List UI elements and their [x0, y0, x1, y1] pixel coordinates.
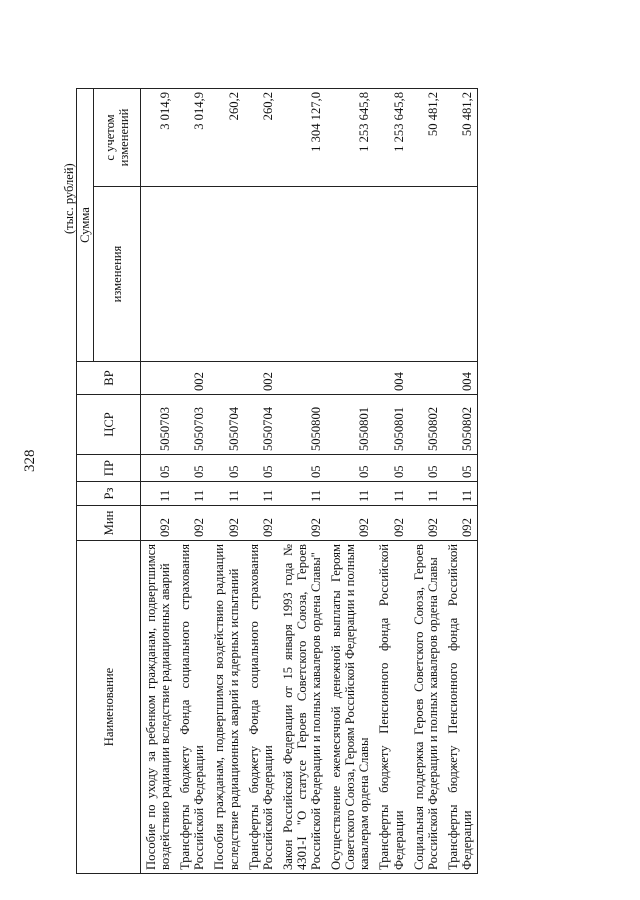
row-total: 1 253 645,8: [326, 89, 374, 187]
table-row: [326, 89, 374, 874]
table-row: [278, 89, 326, 874]
row-name: Пособия гражданам, подвергшимся воздействию радиации вследствие радиационных аварий и ядерных испытаний: [209, 541, 243, 874]
row-vr: 002: [244, 362, 278, 395]
row-csr: 5050801: [374, 395, 408, 455]
row-total: 260,2: [209, 89, 243, 187]
row-vr: 004: [443, 362, 478, 395]
row-changes: [141, 187, 176, 362]
row-csr: 5050802: [443, 395, 478, 455]
header-with-changes: с учетом изменений: [94, 89, 141, 187]
header-csr: ЦСР: [77, 395, 141, 455]
header-sum: Сумма: [77, 89, 94, 362]
row-csr: 5050801: [326, 395, 374, 455]
row-name: Социальная поддержка Героев Советского Союза, Героев Российской Федерации и полных кавалеров ордена Славы: [409, 541, 443, 874]
row-rz: 11: [209, 482, 243, 506]
row-changes: [374, 187, 408, 362]
page-number: 328: [22, 449, 38, 472]
row-name: Пособие по уходу за ребенком гражданам, подвергшимся воздействию радиации вследствие радиационных аварий: [141, 541, 176, 874]
row-changes: [409, 187, 443, 362]
header-changes: изменения: [94, 187, 141, 362]
row-rz: 11: [409, 482, 443, 506]
row-min: 092: [278, 506, 326, 541]
row-csr: 5050704: [244, 395, 278, 455]
table-row: [209, 89, 243, 874]
row-name: Трансферты бюджету Пенсионного фонда Российской Федерации: [443, 541, 478, 874]
row-min: 092: [244, 506, 278, 541]
row-total: 3 014,9: [175, 89, 209, 187]
row-pr: 05: [141, 455, 176, 482]
header-rz: Рз: [77, 482, 141, 506]
row-total: 50 481,2: [409, 89, 443, 187]
row-changes: [209, 187, 243, 362]
row-changes: [175, 187, 209, 362]
row-vr: [409, 362, 443, 395]
row-name: Осуществление ежемесячной денежной выплаты Героям Советского Союза, Героям Российской Федерации и полным кавалерам ордена Славы: [326, 541, 374, 874]
header-pr: ПР: [77, 455, 141, 482]
table-row: [443, 89, 478, 874]
table-row: [374, 89, 408, 874]
header-vr: ВР: [77, 362, 141, 395]
row-min: 092: [209, 506, 243, 541]
row-pr: 05: [209, 455, 243, 482]
budget-table: [76, 88, 478, 874]
row-changes: [278, 187, 326, 362]
row-vr: [326, 362, 374, 395]
units-label: (тыс. рублей): [62, 163, 76, 234]
row-min: 092: [374, 506, 408, 541]
row-pr: 05: [374, 455, 408, 482]
row-min: 092: [443, 506, 478, 541]
row-pr: 05: [244, 455, 278, 482]
row-pr: 05: [278, 455, 326, 482]
row-csr: 5050802: [409, 395, 443, 455]
row-pr: 05: [175, 455, 209, 482]
row-pr: 05: [326, 455, 374, 482]
row-min: 092: [141, 506, 176, 541]
row-min: 092: [175, 506, 209, 541]
row-rz: 11: [278, 482, 326, 506]
row-total: 1 304 127,0: [278, 89, 326, 187]
row-total: 260,2: [244, 89, 278, 187]
header-min: Мин: [77, 506, 141, 541]
row-pr: 05: [443, 455, 478, 482]
row-vr: [278, 362, 326, 395]
header-name: Наименование: [77, 541, 141, 874]
row-csr: 5050703: [141, 395, 176, 455]
row-total: 3 014,9: [141, 89, 176, 187]
row-changes: [326, 187, 374, 362]
row-csr: 5050704: [209, 395, 243, 455]
row-name: Закон Российской Федерации от 15 января 1993 года № 4301-I "О статусе Героев Советского Союза, Героев Российской Федерации и полных кавалеров ордена Славы": [278, 541, 326, 874]
row-vr: 004: [374, 362, 408, 395]
row-vr: [141, 362, 176, 395]
row-name: Трансферты бюджету Фонда социального страхования Российской Федерации: [244, 541, 278, 874]
row-name: Трансферты бюджету Фонда социального страхования Российской Федерации: [175, 541, 209, 874]
row-total: 50 481,2: [443, 89, 478, 187]
row-csr: 5050703: [175, 395, 209, 455]
row-csr: 5050800: [278, 395, 326, 455]
row-total: 1 253 645,8: [374, 89, 408, 187]
table-row: [409, 89, 443, 874]
row-pr: 05: [409, 455, 443, 482]
row-rz: 11: [141, 482, 176, 506]
row-rz: 11: [244, 482, 278, 506]
row-name: Трансферты бюджету Пенсионного фонда Российской Федерации: [374, 541, 408, 874]
row-rz: 11: [443, 482, 478, 506]
row-min: 092: [326, 506, 374, 541]
row-min: 092: [409, 506, 443, 541]
row-changes: [443, 187, 478, 362]
table-row: [141, 89, 176, 874]
row-changes: [244, 187, 278, 362]
table-row: [175, 89, 209, 874]
table-row: [244, 89, 278, 874]
row-rz: 11: [374, 482, 408, 506]
row-rz: 11: [326, 482, 374, 506]
row-rz: 11: [175, 482, 209, 506]
row-vr: 002: [175, 362, 209, 395]
row-vr: [209, 362, 243, 395]
